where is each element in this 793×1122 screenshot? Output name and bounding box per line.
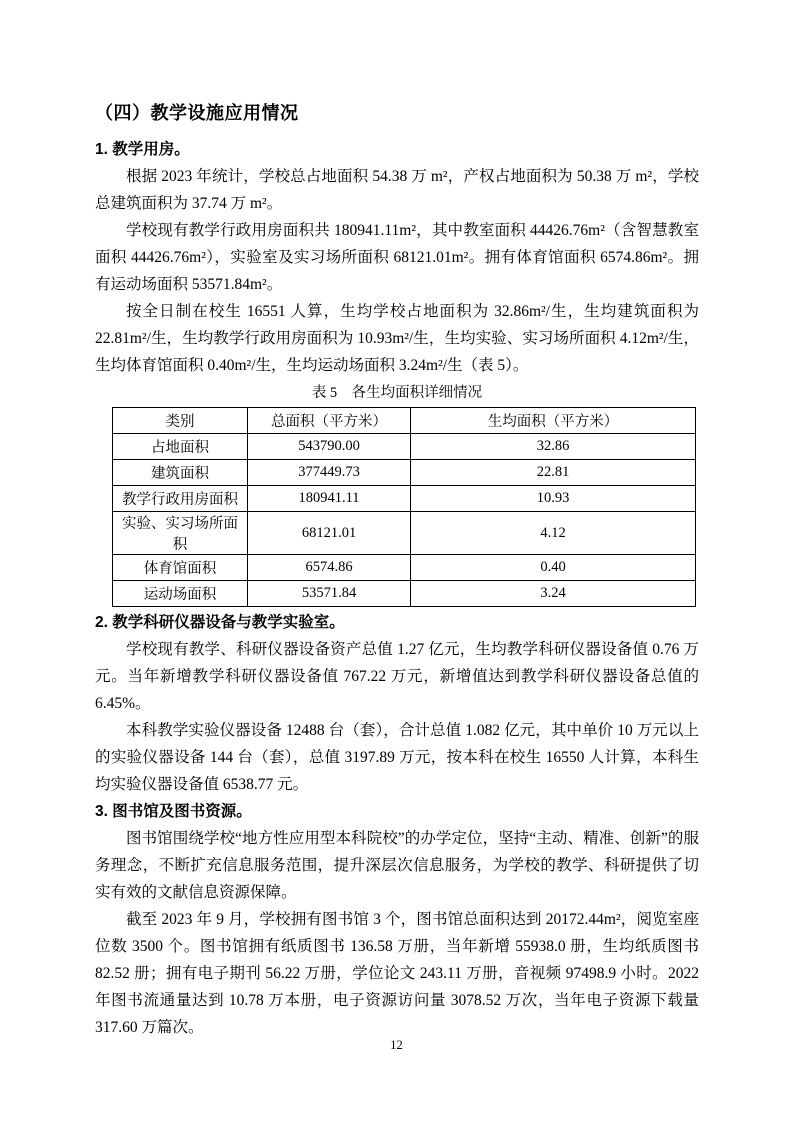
table-cell: 占地面积 xyxy=(113,434,248,460)
table-row xyxy=(113,434,696,460)
table-cell: 3.24 xyxy=(411,581,696,607)
paragraph: 学校现有教学行政用房面积共 180941.11m²，其中教室面积 44426.76m²（含智慧教室面积 44426.76m²），实验室及实习场所面积 68121.01m²。拥有体育馆面积 6574.86m²。拥有运动场面积 53571.84m²。 xyxy=(95,222,699,293)
table-cell: 543790.00 xyxy=(248,434,411,460)
table-cell: 53571.84 xyxy=(248,581,411,607)
table-cell: 180941.11 xyxy=(248,486,411,512)
table-cell: 377449.73 xyxy=(248,460,411,486)
table-cell: 建筑面积 xyxy=(113,460,248,486)
table-cell: 实验、实习场所面积 xyxy=(113,512,248,555)
subsection-1-heading: 1. 教学用房。 xyxy=(95,141,190,158)
table-row xyxy=(113,486,696,512)
paragraph: 本科教学实验仪器设备 12488 台（套），合计总值 1.082 亿元，其中单价 10 万元以上的实验仪器设备 144 台（套），总值 3197.89 万元，按本科在校生 16550 人计算，本科生均实验仪器设备值 6538.77 元。 xyxy=(95,722,699,793)
table-header-cell: 总面积（平方米） xyxy=(248,408,411,434)
table-cell: 0.40 xyxy=(411,555,696,581)
table-cell: 22.81 xyxy=(411,460,696,486)
page-number: 12 xyxy=(390,1038,403,1052)
table-cell: 体育馆面积 xyxy=(113,555,248,581)
table-cell: 运动场面积 xyxy=(113,581,248,607)
table-row xyxy=(113,512,696,555)
paragraph: 学校现有教学、科研仪器设备资产总值 1.27 亿元，生均教学科研仪器设备值 0.76 万元。当年新增教学科研仪器设备值 767.22 万元，新增值达到教学科研仪器设备总值的 6.45%。 xyxy=(95,641,699,712)
table-cell: 6574.86 xyxy=(248,555,411,581)
table-cell: 68121.01 xyxy=(248,512,411,555)
table-header-cell: 生均面积（平方米） xyxy=(411,408,696,434)
table-row xyxy=(113,460,696,486)
paragraph: 图书馆围绕学校“地方性应用型本科院校”的办学定位，坚持“主动、精准、创新”的服务理念，不断扩充信息服务范围，提升深层次信息服务，为学校的教学、科研提供了切实有效的文献信息资源保障。 xyxy=(95,830,699,901)
table-cell: 4.12 xyxy=(411,512,696,555)
per-student-area-table xyxy=(112,407,696,607)
paragraph: 按全日制在校生 16551 人算，生均学校占地面积为 32.86m²/生，生均建筑面积为 22.81m²/生，生均教学行政用房面积为 10.93m²/生，生均实验、实习场所面积 4.12m²/生，生均体育馆面积 0.40m²/生，生均运动场面积 3.24m²/生（表 5）。 xyxy=(95,303,699,374)
table-cell: 教学行政用房面积 xyxy=(113,486,248,512)
subsection-2-heading: 2. 教学科研仪器设备与教学实验室。 xyxy=(95,614,345,631)
table-caption: 表 5 各生均面积详细情况 xyxy=(311,385,483,401)
table-row xyxy=(113,555,696,581)
table-cell: 10.93 xyxy=(411,486,696,512)
subsection-3-heading: 3. 图书馆及图书资源。 xyxy=(95,803,252,820)
section-title: （四）教学设施应用情况 xyxy=(95,103,299,123)
paragraph: 截至 2023 年 9 月，学校拥有图书馆 3 个，图书馆总面积达到 20172.44m²，阅览室座位数 3500 个。图书馆拥有纸质图书 136.58 万册，当年新增 55938.0 册，生均纸质图书 82.52 册；拥有电子期刊 56.22 万册，学位论文 243.11 万册，音视频 97498.9 小时。2022 年图书流通量达到 10.78 万本册，电子资源访问量 3078.52 万次，当年电子资源下载量 317.60 万篇次。 xyxy=(95,911,699,1036)
table-header-cell: 类别 xyxy=(113,408,248,434)
table-header-row xyxy=(113,408,696,434)
paragraph: 根据 2023 年统计，学校总占地面积 54.38 万 m²，产权占地面积为 50.38 万 m²，学校总建筑面积为 37.74 万 m²。 xyxy=(95,168,699,212)
table-row xyxy=(113,581,696,607)
table-cell: 32.86 xyxy=(411,434,696,460)
